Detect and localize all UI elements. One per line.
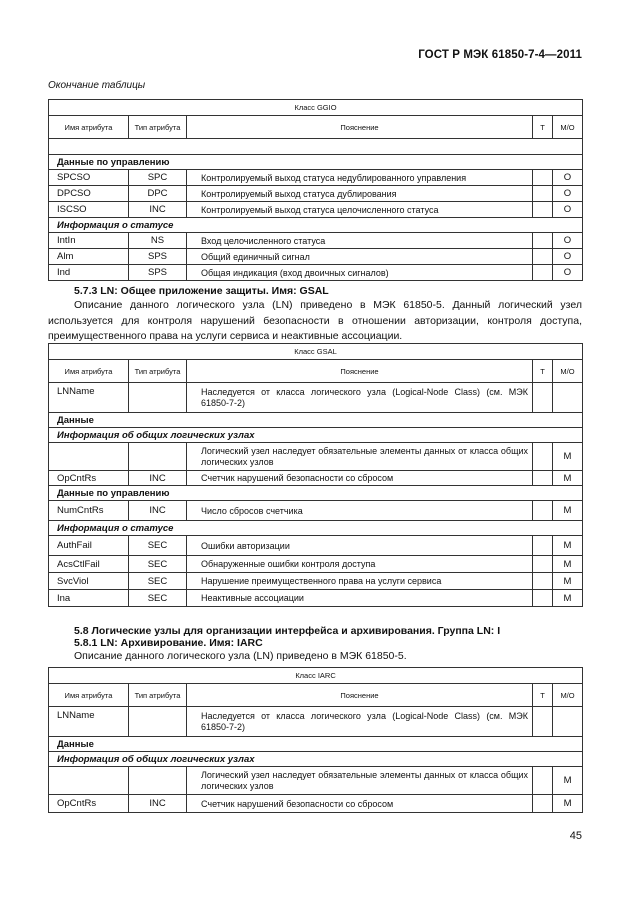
col-header-name: Имя атрибута (49, 684, 129, 707)
col-header-t: Т (533, 684, 553, 707)
col-header-type: Тип атрибута (129, 684, 187, 707)
table-row: OpCntRs INC Счетчик нарушений безопасности со сбросом M (49, 471, 583, 486)
table-row: OpCntRs INC Счетчик нарушений безопасности со сбросом M (49, 795, 583, 813)
table-title: Класс GGIO (49, 100, 583, 116)
gsal-table (48, 343, 583, 607)
table-row: Логический узел наследует обязательные элементы данных от класса общих логических узлов M (49, 767, 583, 795)
table-title: Класс IARC (49, 668, 583, 684)
section-heading-5-8: 5.8 Логические узлы для организации интерфейса и архивирования. Группа LN: I (74, 625, 501, 637)
table-row: Ina SEC Неактивные ассоциации M (49, 590, 583, 607)
col-header-type: Тип атрибута (129, 116, 187, 139)
group-status-info: Информация о статусе (49, 521, 583, 536)
table-row: Ind SPS Общая индикация (вход двоичных сигналов) O (49, 265, 583, 281)
section-heading-5-8-1: 5.8.1 LN: Архивирование. Имя: IARC (74, 637, 263, 649)
table-row: ISCSO INC Контролируемый выход статуса целочисленного статуса O (49, 202, 583, 218)
table-row: IntIn NS Вход целочисленного статуса O (49, 233, 583, 249)
table-row: SvcViol SEC Нарушение преимущественного права на услуги сервиса M (49, 573, 583, 590)
group-control-data: Данные по управлению (49, 486, 583, 501)
col-header-t: Т (533, 116, 553, 139)
table-row: NumCntRs INC Число сбросов счетчика M (49, 501, 583, 521)
table-row: DPCSO DPC Контролируемый выход статуса дублирования O (49, 186, 583, 202)
col-header-desc: Пояснение (187, 116, 533, 139)
table-row: Alm SPS Общий единичный сигнал O (49, 249, 583, 265)
col-header-desc: Пояснение (187, 684, 533, 707)
col-header-type: Тип атрибута (129, 360, 187, 383)
group-data: Данные (49, 413, 583, 428)
group-control-data: Данные по управлению (49, 155, 583, 170)
iarc-table (48, 667, 583, 813)
table-title: Класс GSAL (49, 344, 583, 360)
col-header-mo: М/О (553, 116, 583, 139)
page-number: 45 (569, 830, 582, 842)
table-row: AcsCtlFail SEC Обнаруженные ошибки контроля доступа M (49, 556, 583, 573)
col-header-t: Т (533, 360, 553, 383)
col-header-name: Имя атрибута (49, 360, 129, 383)
table-row: AuthFail SEC Ошибки авторизации M (49, 536, 583, 556)
section-paragraph-5-8-1: Описание данного логического узла (LN) приведено в МЭК 61850-5. (74, 650, 407, 662)
group-common-ln-info: Информация об общих логических узлах (49, 752, 583, 767)
col-header-desc: Пояснение (187, 360, 533, 383)
table-row: LNName Наследуется от класса логического узла (Logical-Node Class) (см. МЭК 61850-7-2) (49, 707, 583, 737)
table-continuation-caption: Окончание таблицы (48, 80, 146, 91)
group-common-ln-info: Информация об общих логических узлах (49, 428, 583, 443)
col-header-mo: М/О (553, 684, 583, 707)
ggio-table (48, 99, 583, 281)
document-code-header: ГОСТ Р МЭК 61850-7-4—2011 (418, 49, 582, 61)
col-header-name: Имя атрибута (49, 116, 129, 139)
table-row: Логический узел наследует обязательные элементы данных от класса общих логических узлов M (49, 443, 583, 471)
section-heading-5-7-3: 5.7.3 LN: Общее приложение защиты. Имя: GSAL (74, 285, 329, 297)
group-status-info: Информация о статусе (49, 218, 583, 233)
group-data: Данные (49, 737, 583, 752)
table-row: SPCSO SPC Контролируемый выход статуса недублированного управления O (49, 170, 583, 186)
col-header-mo: М/О (553, 360, 583, 383)
table-row: LNName Наследуется от класса логического узла (Logical-Node Class) (см. МЭК 61850-7-2) (49, 383, 583, 413)
section-paragraph-5-7-3: Описание данного логического узла (LN) приведено в МЭК 61850-5. Данный логический узел используется для контроля нарушений безопасности в отношении авторизации, контроля доступа, преимущественного права на услуги сервиса и неактивные ассоциации. (48, 299, 582, 342)
